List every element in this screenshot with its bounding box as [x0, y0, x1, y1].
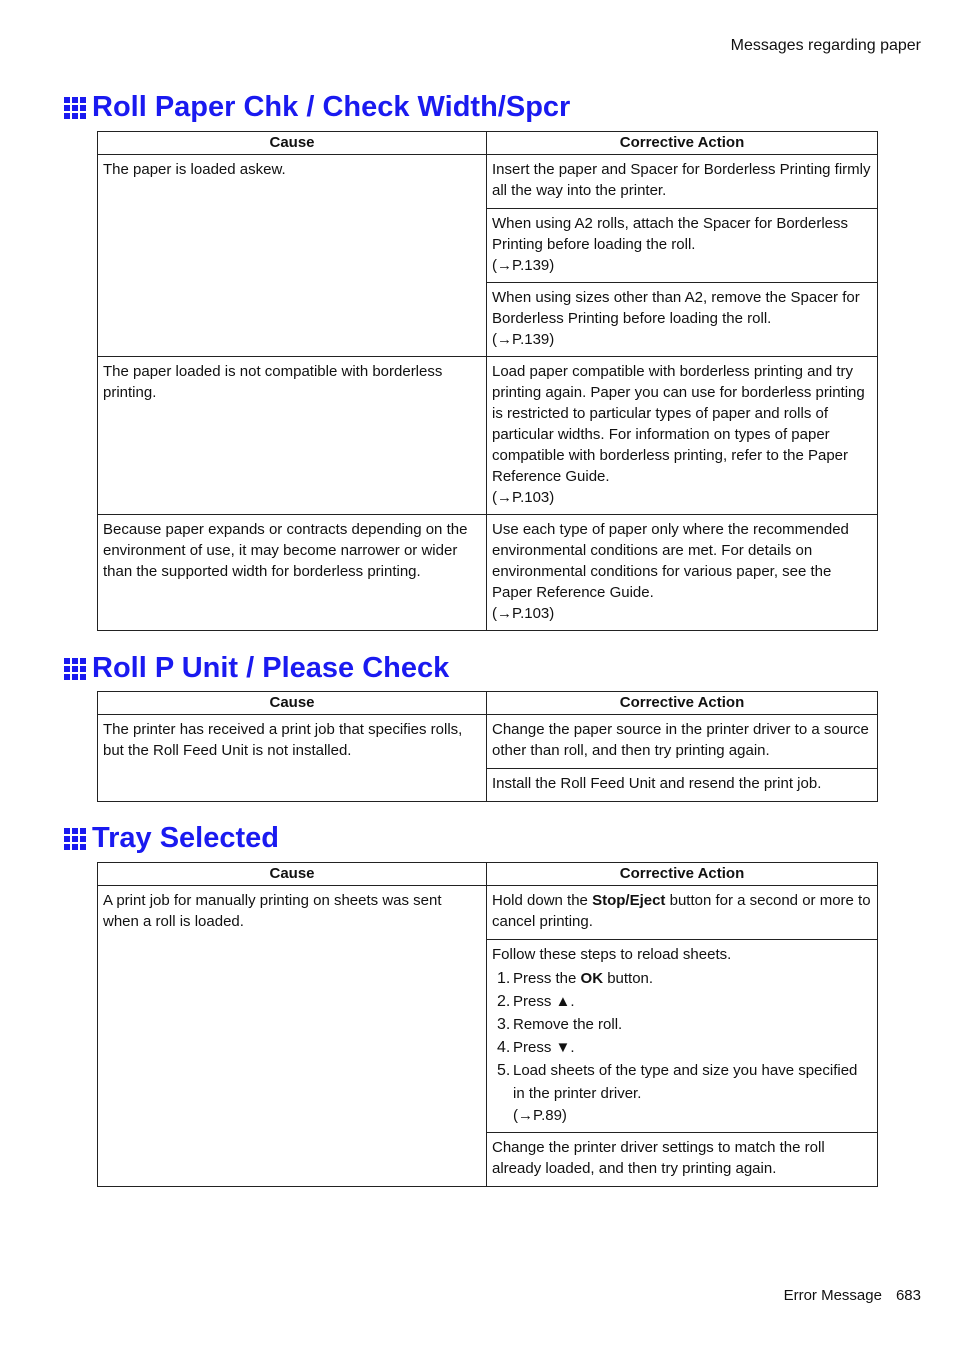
step-item — [497, 1013, 872, 1036]
step-text: button. — [603, 970, 654, 987]
page-number: 683 — [895, 1287, 921, 1304]
table-row — [98, 155, 878, 209]
step-number: 3. — [497, 1016, 511, 1033]
action-text: When using A2 rolls, attach the Spacer for Borderless Printing before loading the roll. — [492, 215, 849, 253]
step-text: Press the — [513, 970, 581, 987]
cause-action-table — [97, 131, 878, 631]
cause-column-header: Cause — [98, 132, 487, 155]
page-reference: (→P.103) — [492, 489, 555, 506]
cause-cell: The paper is loaded askew. — [98, 155, 487, 357]
running-header: Messages regarding paper — [730, 37, 921, 54]
action-cell — [487, 715, 878, 769]
running-footer — [784, 1287, 921, 1304]
action-cell — [487, 283, 878, 357]
cause-cell: The paper loaded is not compatible with borderless printing. — [98, 357, 487, 515]
step-text: Press ▼. — [513, 1039, 575, 1056]
table-header-row — [98, 132, 878, 155]
action-text: Use each type of paper only where the recommended environmental conditions are met. For details on environmental conditions for various paper, see the Paper Reference Guide. — [492, 521, 849, 601]
step-number: 4. — [497, 1039, 511, 1056]
table-row — [98, 515, 878, 631]
step-item — [497, 1059, 872, 1105]
section-title — [64, 824, 279, 853]
section-grid-icon — [64, 97, 86, 119]
step-number: 1. — [497, 970, 511, 987]
step-text: Remove the roll. — [513, 1016, 623, 1033]
section-title — [64, 654, 449, 683]
action-cell — [487, 155, 878, 209]
action-column-header: Corrective Action — [487, 863, 878, 886]
button-name: OK — [580, 970, 604, 987]
table-header-row — [98, 863, 878, 886]
button-name: Stop/Eject — [592, 892, 666, 909]
action-text: Change the printer driver settings to match the roll already loaded, and then try printing again. — [492, 1139, 825, 1177]
step-item — [497, 1036, 872, 1059]
section-title-text: Roll Paper Chk / Check Width/Spcr — [92, 91, 571, 123]
footer-label: Error Message — [783, 1287, 882, 1304]
step-number: 5. — [497, 1062, 511, 1079]
page-reference: (→P.89) — [513, 1107, 567, 1124]
action-text: Install the Roll Feed Unit and resend the print job. — [492, 775, 822, 792]
step-text: Press ▲. — [513, 993, 575, 1010]
action-cell — [487, 209, 878, 283]
section-title-text: Roll P Unit / Please Check — [92, 652, 450, 684]
action-column-header: Corrective Action — [487, 132, 878, 155]
action-text: button for a second or more to cancel printing. — [492, 892, 871, 930]
step-number: 2. — [497, 993, 511, 1010]
cause-action-table — [97, 691, 878, 802]
step-text: Load sheets of the type and size you have specified in the printer driver. — [513, 1062, 858, 1102]
action-cell — [487, 357, 878, 515]
table-row — [98, 357, 878, 515]
table-row — [98, 886, 878, 940]
section-title — [64, 93, 570, 122]
page-reference: (→P.139) — [492, 257, 555, 274]
action-cell — [487, 886, 878, 940]
steps-list — [492, 967, 872, 1105]
action-cell — [487, 769, 878, 802]
page-reference: (→P.139) — [492, 331, 555, 348]
cause-cell: A print job for manually printing on sheets was sent when a roll is loaded. — [98, 886, 487, 1187]
action-text: Hold down the — [492, 892, 593, 909]
action-column-header: Corrective Action — [487, 692, 878, 715]
action-text: Change the paper source in the printer driver to a source other than roll, and then try printing again. — [492, 721, 869, 759]
action-cell — [487, 940, 878, 1133]
section-grid-icon — [64, 658, 86, 680]
action-cell — [487, 1133, 878, 1187]
cause-column-header: Cause — [98, 863, 487, 886]
step-item — [497, 967, 872, 990]
page-reference: (→P.103) — [492, 605, 555, 622]
action-text: Load paper compatible with borderless printing and try printing again. Paper you can use for borderless printing is restricted to particular types of paper and rolls of particular widths. For information on types of paper compatible with borderless printing, refer to the Paper Reference Guide. — [492, 363, 865, 485]
cause-cell: The printer has received a print job that specifies rolls, but the Roll Feed Unit is not installed. — [98, 715, 487, 802]
action-text: Insert the paper and Spacer for Borderless Printing firmly all the way into the printer. — [492, 161, 871, 199]
action-cell — [487, 515, 878, 631]
action-text: When using sizes other than A2, remove the Spacer for Borderless Printing before loading the roll. — [492, 289, 860, 327]
table-header-row — [98, 692, 878, 715]
cause-column-header: Cause — [98, 692, 487, 715]
table-row — [98, 715, 878, 769]
section-grid-icon — [64, 828, 86, 850]
cause-cell: Because paper expands or contracts depending on the environment of use, it may become narrower or wider than the supported width for borderless printing. — [98, 515, 487, 631]
section-title-text: Tray Selected — [92, 822, 279, 854]
cause-action-table — [97, 862, 878, 1187]
steps-intro: Follow these steps to reload sheets. — [492, 946, 732, 963]
step-item — [497, 990, 872, 1013]
